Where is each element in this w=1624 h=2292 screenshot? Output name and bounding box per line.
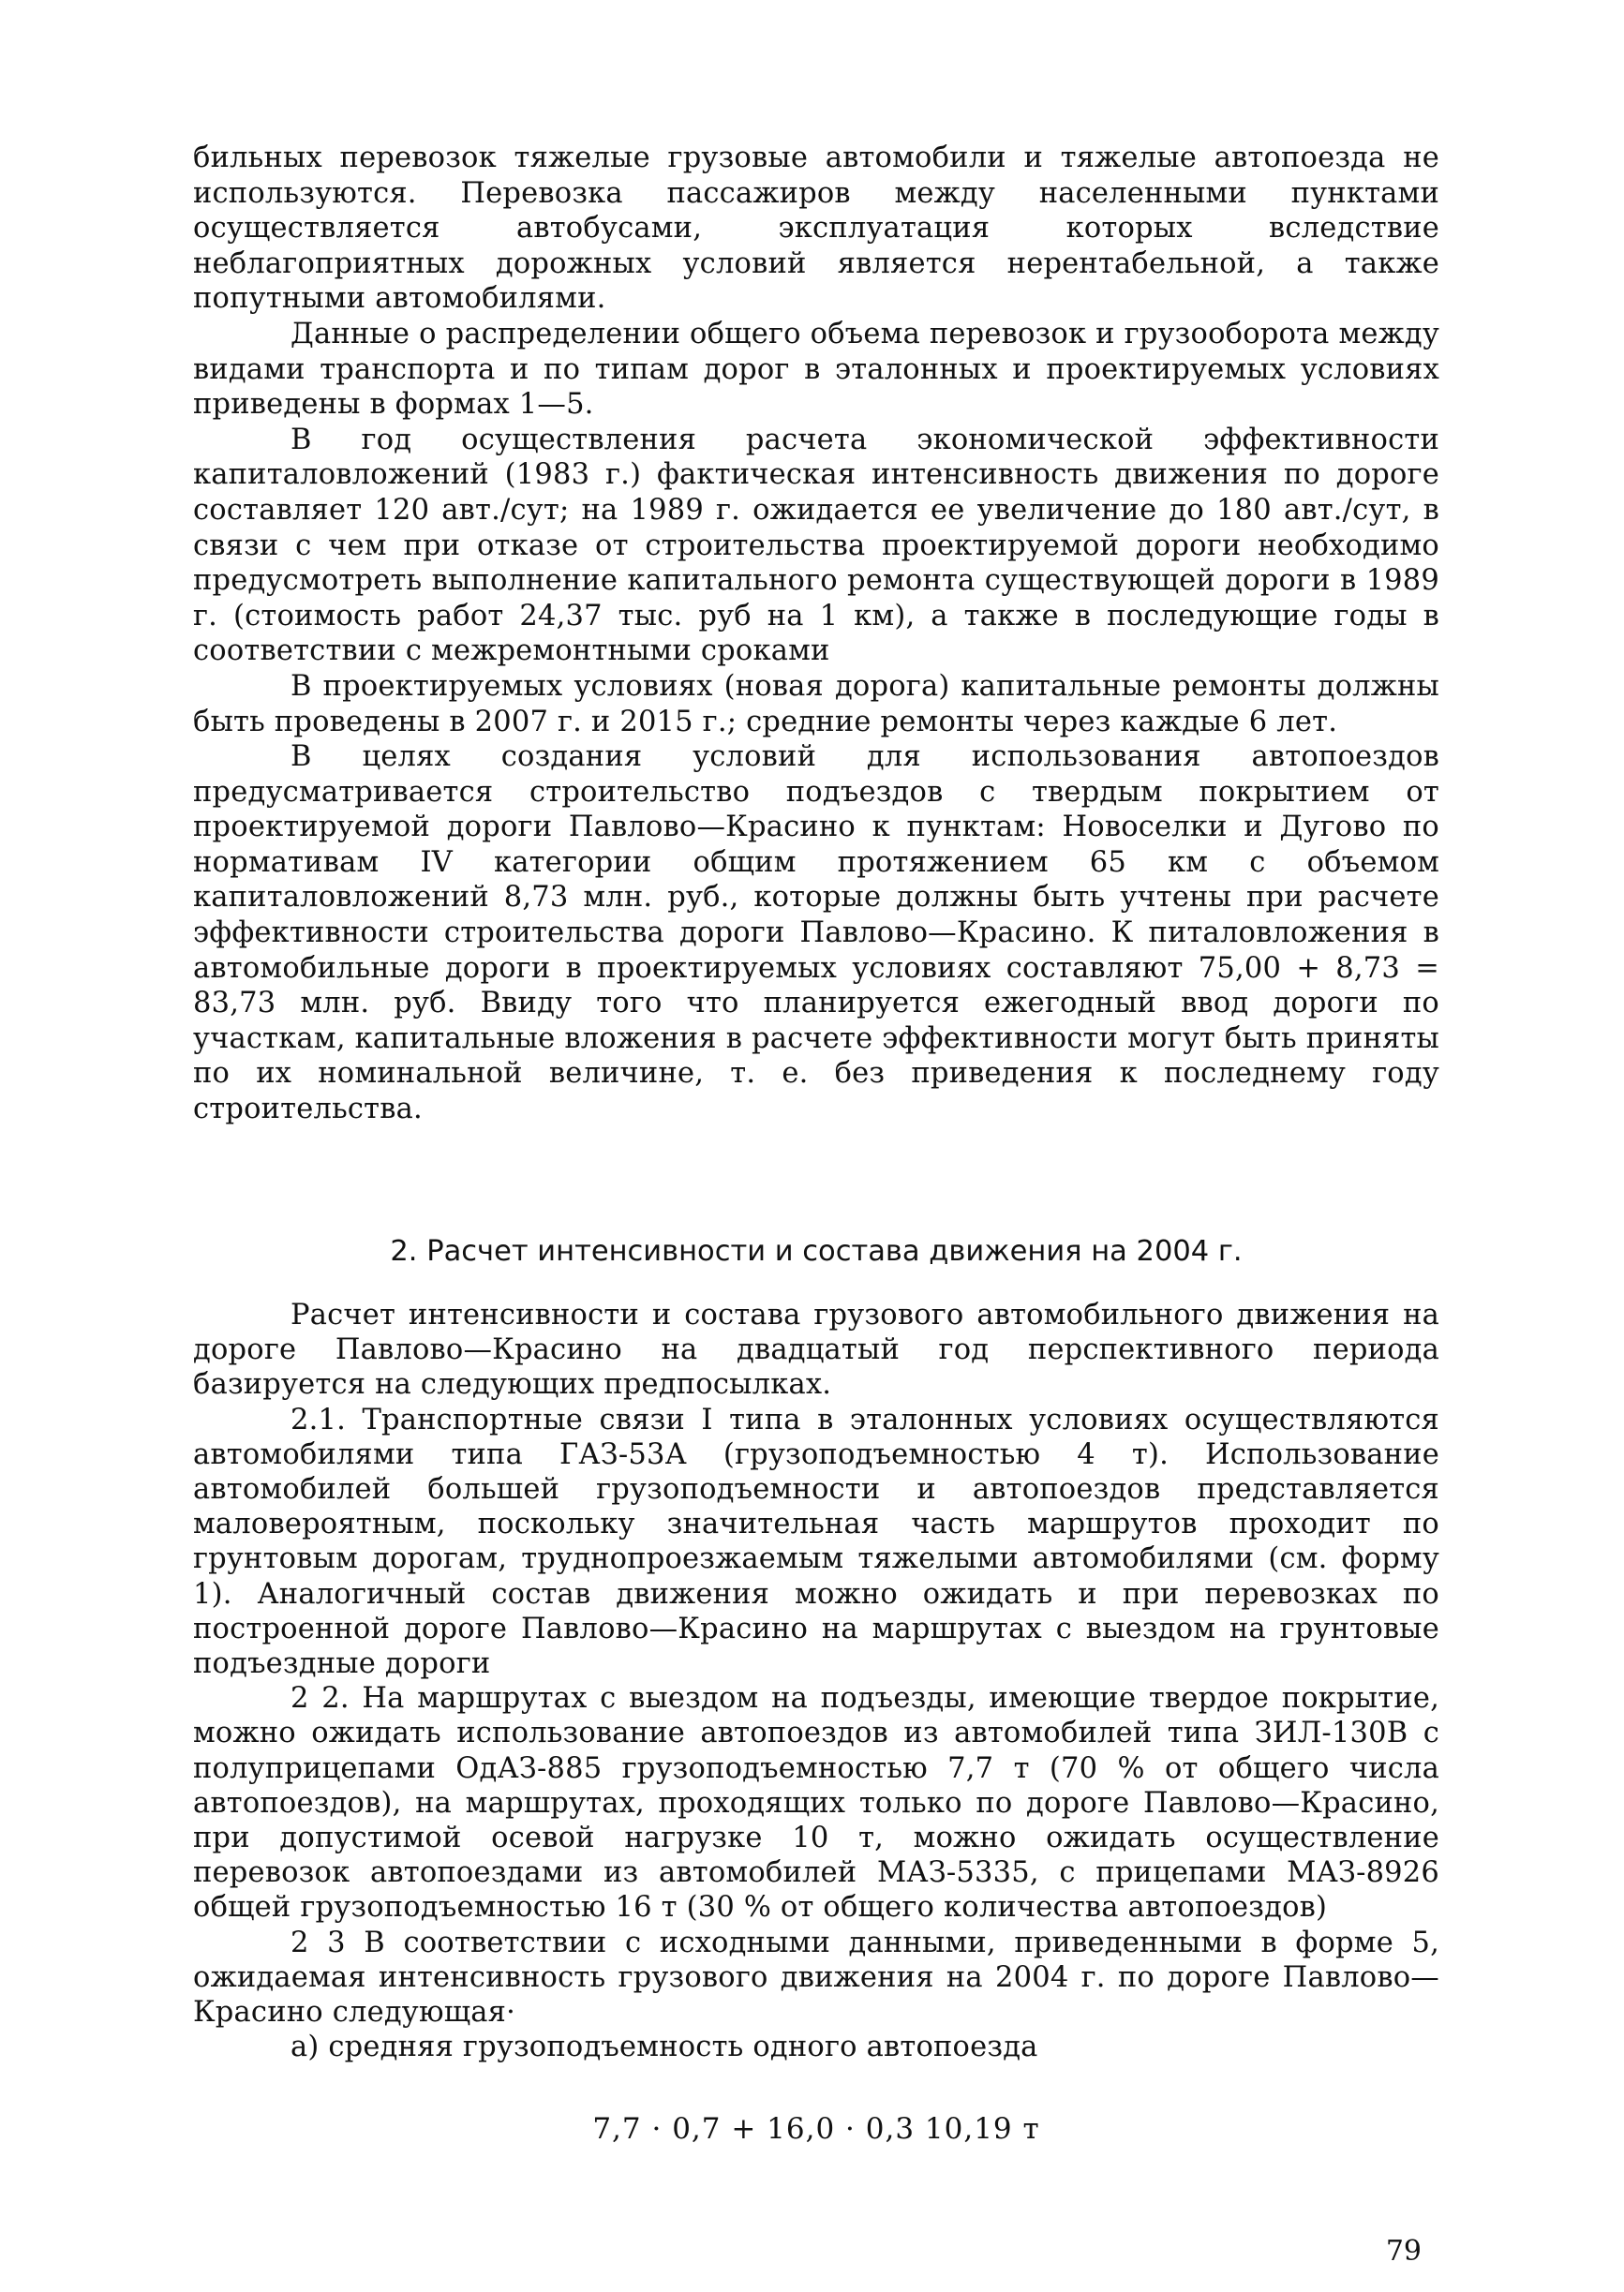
paragraph: 2.1. Транспортные связи I типа в эталонных условиях осуществляются автомобилями типа ГАЗ-53А (грузоподъемностью 4 т). Использование автомобилей большей грузоподъемности и автопоездов представляется маловероятным, поскольку значительная часть маршрутов проходит по грунтовым дорогам, труднопроезжаемым тяжелыми автомобилями (см. форму 1). Аналогичный состав движения можно ожидать и при перевозках по построенной дороге Павлово—Красино на маршрутах с выездом на грунтовые подъездные дороги [193,1403,1439,1681]
paragraph: бильных перевозок тяжелые грузовые автомобили и тяжелые автопоезда не используются. Перевозка пассажиров между населенными пунктами осуществляется автобусами, эксплуатация которых вследствие неблагоприятных дорожных условий является нерентабельной, а также попутными автомобилями. [193,141,1439,316]
paragraph: Данные о распределении общего объема перевозок и грузооборота между видами транспорта и по типам дорог в эталонных и проектируемых условиях приведены в формах 1—5. [193,317,1439,422]
paragraph: Расчет интенсивности и состава грузового автомобильного движения на дороге Павлово—Красино на двадцатый год перспективного периода базируется на следующих предпосылках. [193,1299,1439,1402]
body-text-top [193,141,1439,1127]
paragraph: 2 3 В соответствии с исходными данными, приведенными в форме 5, ожидаемая интенсивность грузового движения на 2004 г. по дороге Павлово—Красино следующая· [193,1926,1439,2030]
body-text-bottom [193,1298,1439,2064]
page-number: 79 [1385,2235,1422,2268]
paragraph: а) средняя грузоподъемность одного автопоезда [291,2031,1038,2064]
paragraph: В проектируемых условиях (новая дорога) капитальные ремонты должны быть проведены в 2007 г. и 2015 г.; средние ремонты через каждые 6 лет. [193,669,1439,738]
paragraph: В год осуществления расчета экономической эффективности капиталовложений (1983 г.) фактическая интенсивность движения по дороге составляет 120 авт./сут; на 1989 г. ожидается ее увеличение до 180 авт./сут, в связи с чем при отказе от строительства проектируемой дороги необходимо предусмотреть выполнение капитального ремонта существующей дороги в 1989 г. (стоимость работ 24,37 тыс. руб на 1 км), а также в последующие годы в соответствии с межремонтными сроками [193,423,1439,668]
paragraph: 2 2. На маршрутах с выездом на подъезды, имеющие твердое покрытие, можно ожидать использование автопоездов из автомобилей типа ЗИЛ-130В с полуприцепами ОдАЗ-885 грузоподъемностью 7,7 т (70 % от общего числа автопоездов), на маршрутах, проходящих только по дороге Павлово—Красино, при допустимой осевой нагрузке 10 т, можно ожидать осуществление перевозок автопоездами из автомобилей МАЗ-5335, с прицепами МАЗ-8926 общей грузоподъемностью 16 т (30 % от общего количества автопоездов) [193,1682,1439,1925]
section-heading: 2. Расчет интенсивности и состава движения на 2004 г. [390,1235,1243,1268]
formula: 7,7 · 0,7 + 16,0 · 0,3 10,19 т [592,2112,1040,2146]
paragraph: В целях создания условий для использования автопоездов предусматривается строительство подъездов с твердым покрытием от проектируемой дороги Павлово—Красино к пунктам: Новоселки и Дугово по нормативам IV категории общим протяжением 65 км с объемом капиталовложений 8,73 млн. руб., которые должны быть учтены при расчете эффективности строительства дороги Павлово—Красино. К питаловложения в автомобильные дороги в проектируемых условиях составляют 75,00 + 8,73 = 83,73 млн. руб. Ввиду того что планируется ежегодный ввод дороги по участкам, капитальные вложения в расчете эффективности могут быть приняты по их номинальной величине, т. е. без приведения к последнему году строительства. [193,740,1439,1126]
